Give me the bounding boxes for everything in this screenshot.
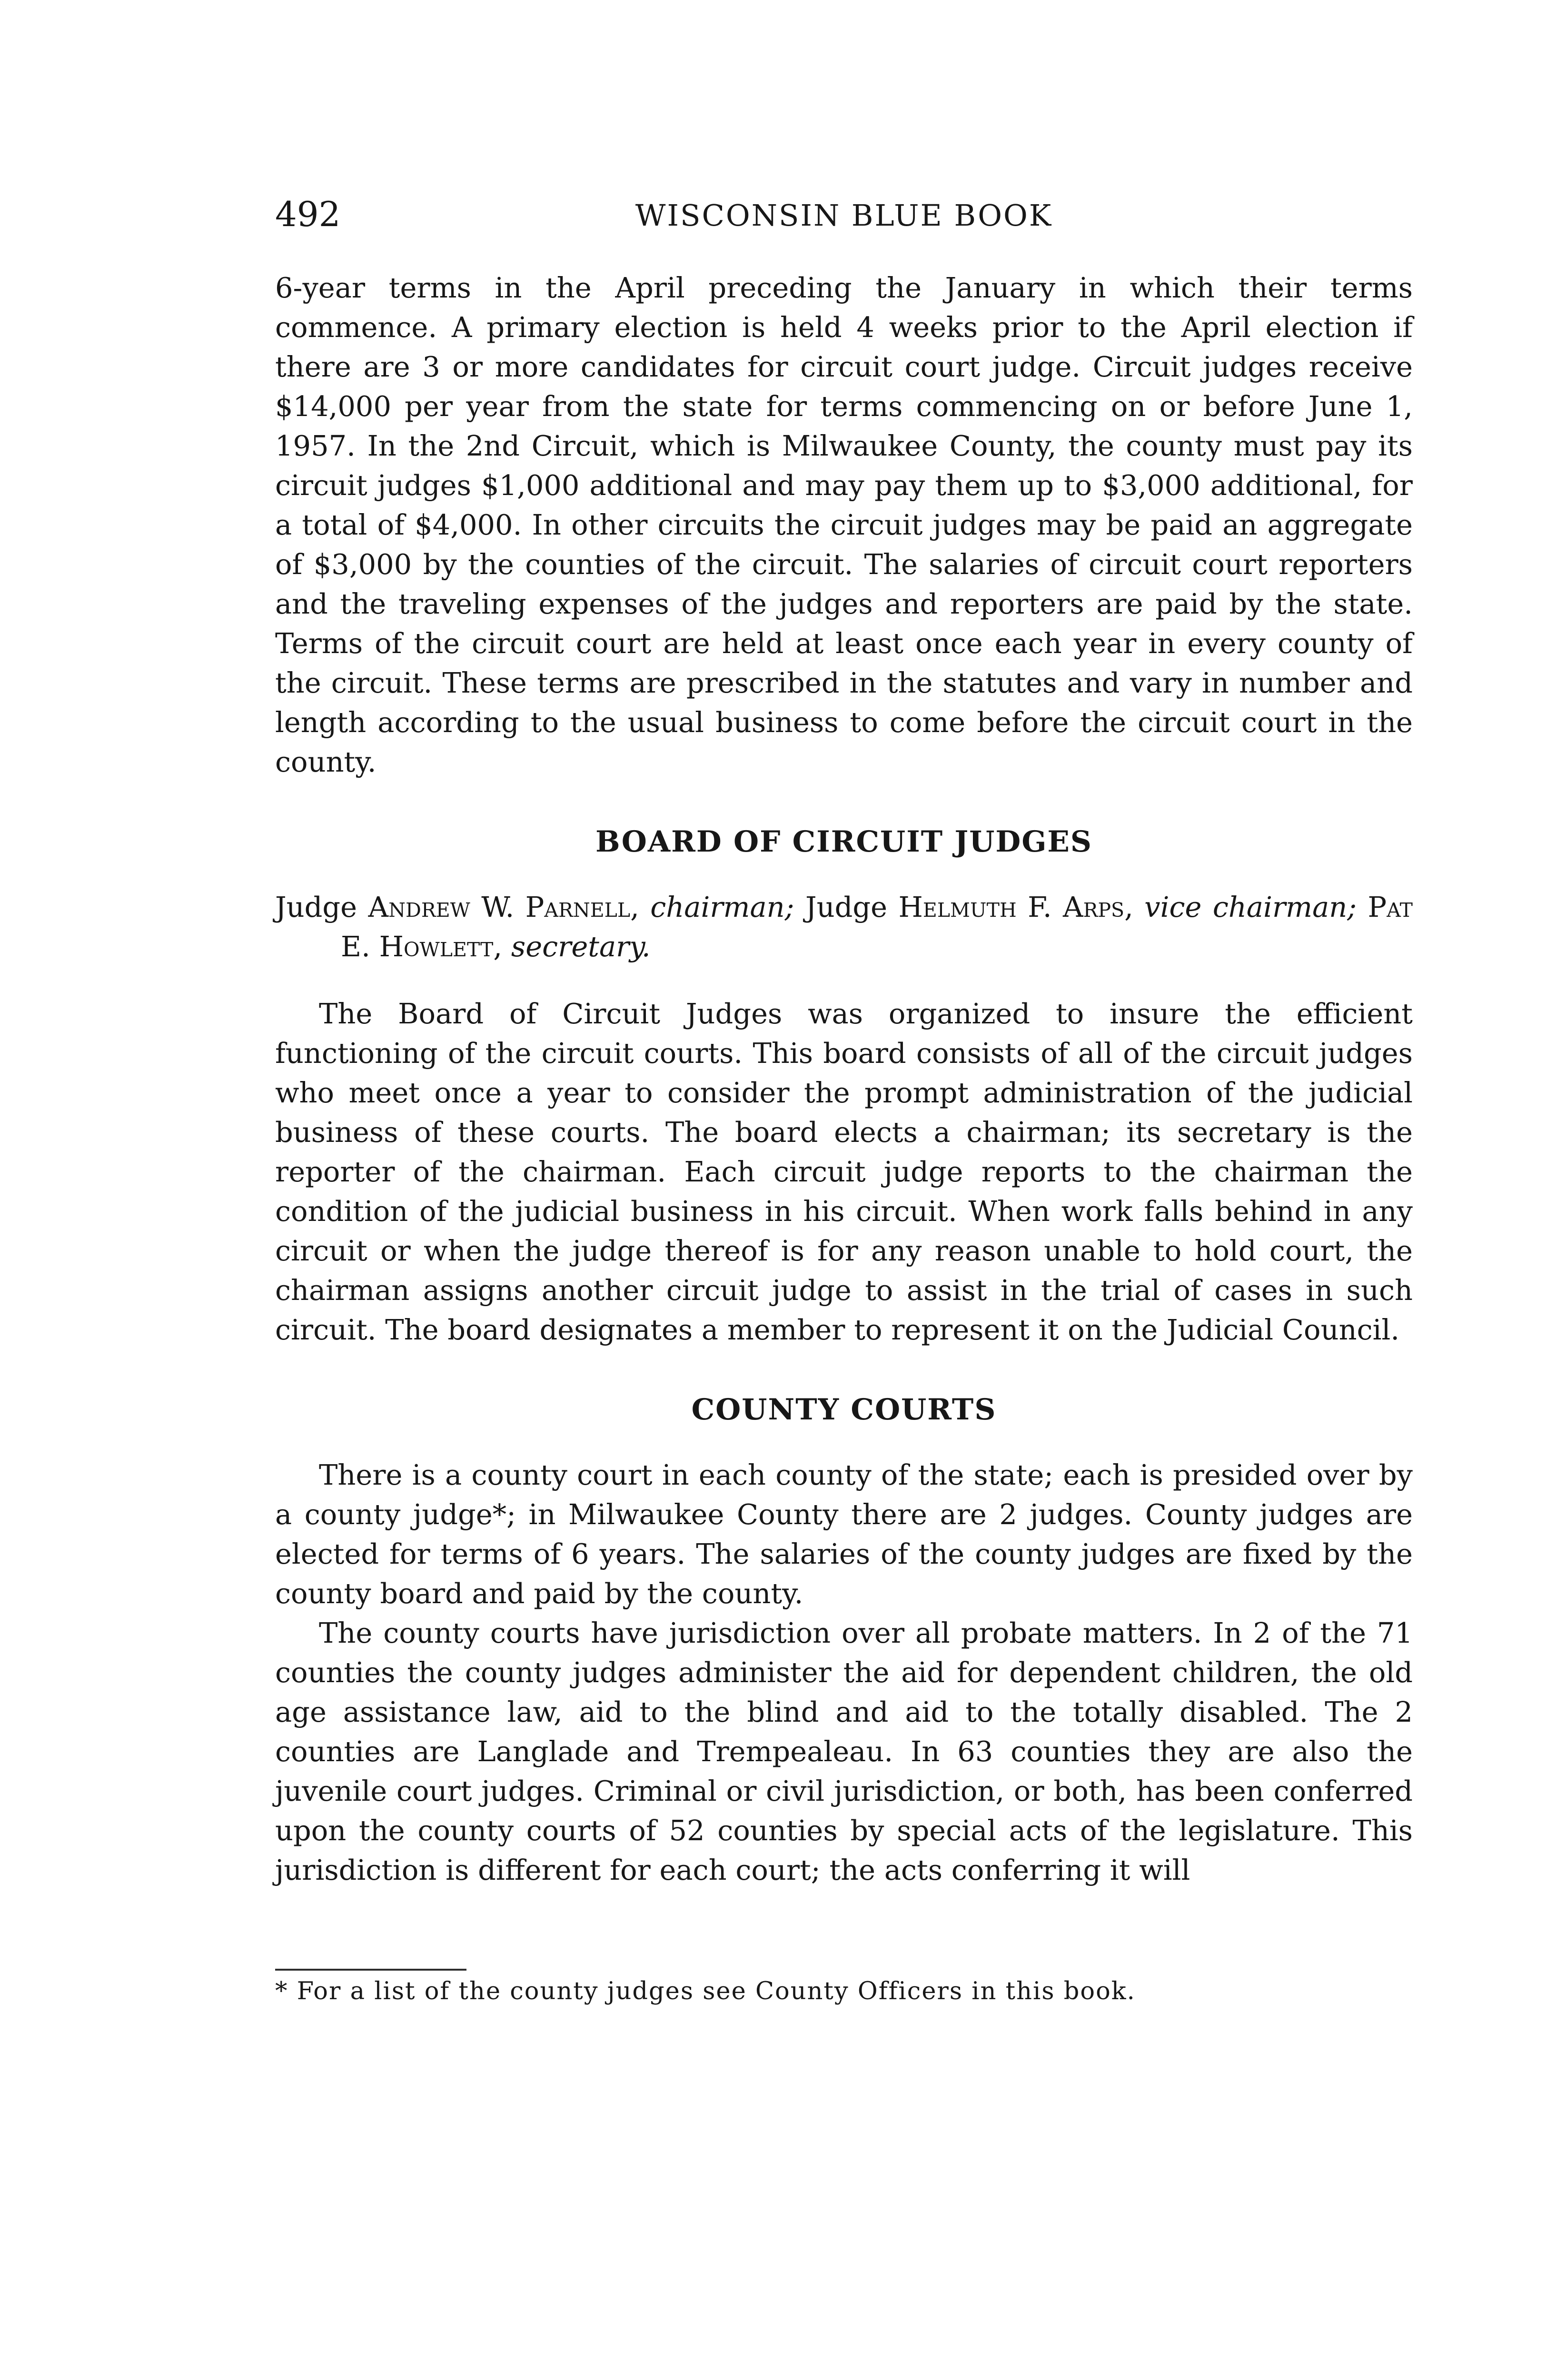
page-number: 492 xyxy=(275,194,341,234)
chair-prefix: Judge xyxy=(275,891,368,923)
running-head: WISCONSIN BLUE BOOK xyxy=(635,198,1053,233)
board-paragraph: The Board of Circuit Judges was organized to insure the efficient functioning of the circuit courts. This board consists of all of the circuit judges who meet once a year to consider the prompt administration of the judicial business of these courts. The board elects a chairman; its secretary is the reporter of the chairman. Each circuit judge reports to the chairman the condition of the judicial business in his circuit. When work falls behind in any circuit or when the judge thereof is for any reason unable to hold court, the chairman assigns another circuit judge to assist in the trial of cases in such circuit. The board designates a member to represent it on the Judicial Council. xyxy=(275,997,1413,1346)
county-courts-paragraph-2: The county courts have jurisdiction over all probate matters. In 2 of the 71 counties the county judges administer the aid for dependent children, the old age assistance law, aid to the blind and aid to the totally disabled. The 2 counties are Langlade and Trempealeau. In 63 counties they are also the juvenile court judges. Criminal or civil jurisdiction, or both, has been conferred upon the county courts of 52 counties by special acts of the legislature. This jurisdiction is different for each court; the acts conferring it will xyxy=(275,1616,1413,1886)
vice-chair-name: Helmuth F. Arps xyxy=(898,891,1125,923)
board-officers: Judge Andrew W. Parnell, chairman; Judge Helmuth F. Arps, vice chairman; Pat E. Howlett, secretary. xyxy=(275,891,1413,963)
chair-role: chairman; xyxy=(650,891,794,923)
county-courts-heading: COUNTY COURTS xyxy=(691,1393,997,1427)
chair-name: Andrew W. Parnell xyxy=(368,891,631,923)
footnote-rule xyxy=(275,1969,466,1971)
footnote: * For a list of the county judges see County Officers in this book. xyxy=(275,1977,1136,2005)
intro-paragraph: 6-year terms in the April preceding the January in which their terms commence. A primary election is held 4 weeks prior to the April election if there are 3 or more candidates for circuit court judge. Circuit judges receive $14,000 per year from the state for terms commencing on or before June 1, 1957. In the 2nd Circuit, which is Milwaukee County, the county must pay its circuit judges $1,000 additional and may pay them up to $3,000 additional, for a total of $4,000. In other circuits the circuit judges may be paid an aggregate of $3,000 by the counties of the circuit. The salaries of circuit court reporters and the traveling expenses of the judges and reporters are paid by the state. Terms of the circuit court are held at least once each year in every county of the circuit. These terms are prescribed in the statutes and vary in number and length according to the usual business to come before the circuit court in the county. xyxy=(275,271,1413,778)
secretary-role: secretary. xyxy=(511,930,651,963)
board-of-circuit-judges-heading: BOARD OF CIRCUIT JUDGES xyxy=(595,825,1092,859)
secretary-name: Pat E. Howlett xyxy=(341,891,1413,963)
vice-chair-role: vice chairman; xyxy=(1144,891,1357,923)
vice-prefix: Judge xyxy=(794,891,899,923)
county-courts-paragraph-1: There is a county court in each county of the state; each is presided over by a county judge*; in Milwaukee County there are 2 judges. County judges are elected for terms of 6 years. The salaries of the county judges are fixed by the county board and paid by the county. xyxy=(275,1458,1413,1610)
page-header xyxy=(275,185,1413,247)
book-page xyxy=(275,185,1413,2008)
